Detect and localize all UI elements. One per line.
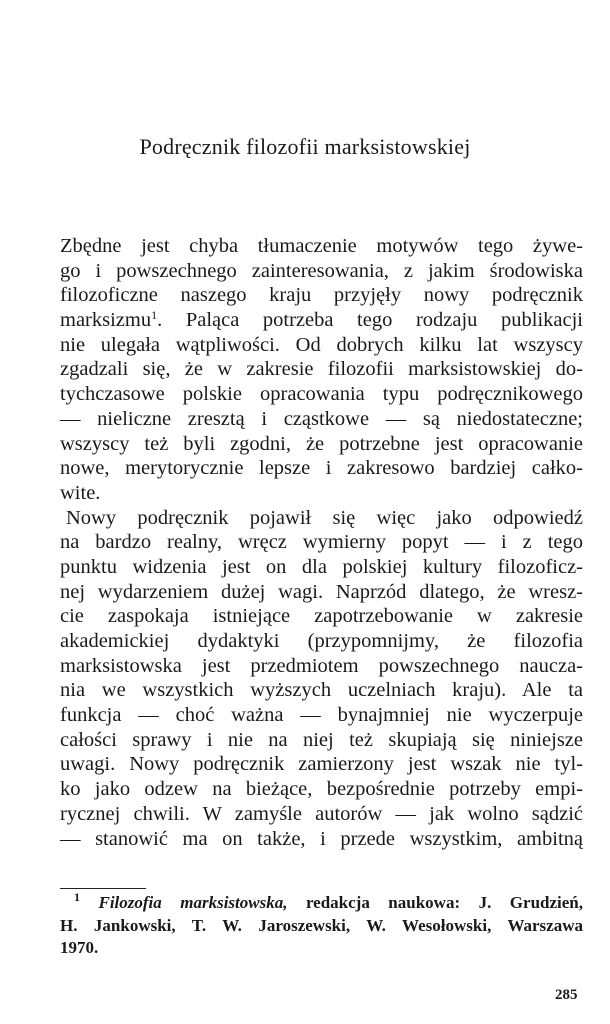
text-line: funkcja — choć ważna — bynajmniej nie wyczerpuje [60,704,583,727]
text-line: cie zaspokaja istniejące zapotrzebowanie w zakresie [60,605,583,628]
text-line: — nieliczne zresztą i cząstkowe — są niedostateczne; [60,407,583,430]
text-line: rycznej chwili. W zamyśle autorów — jak wolno sądzić [60,802,583,825]
text-fragment: . Paląca potrzeba tego rodzaju publikacji [157,309,583,332]
footnote-divider [60,888,146,889]
body-text [60,234,583,851]
text-line: nej wydarzeniem dużej wagi. Naprzód dlatego, że wresz- [60,580,583,603]
footnote-line: H. Jankowski, T. W. Jaroszewski, W. Wesołowski, Warszawa [60,915,583,935]
text-line: Zbędne jest chyba tłumaczenie motywów tego żywe- [60,235,583,257]
text-line: wszyscy też byli zgodni, że potrzebne jest opracowanie [60,432,583,455]
footnote-marker: 1 [74,890,80,904]
text-line: na bardzo realny, wręcz wymierny popyt — i z tego [60,531,583,554]
text-line: nia we wszystkich wyższych uczelniach kraju). Ale ta [60,679,583,702]
text-line: filozoficzne naszego kraju przyjęły nowy podręcznik [60,284,583,307]
page-number: 285 [555,987,578,1003]
text-line: wite. [60,481,101,504]
footnote-line: 1970. [60,938,99,957]
text-line: marksistowska jest przedmiotem powszechnego naucza- [60,654,583,677]
footnote-book-title: Filozofia marksistowska, [98,893,288,912]
text-fragment: marksizmu [60,309,152,332]
text-line: nie ulegała wątpliwości. Od dobrych kilku lat wszyscy [60,333,583,356]
text-line: ko jako odzew na bieżące, bezpośrednie potrzeby empi- [60,778,583,801]
page-title: Podręcznik filozofii marksistowskiej [139,134,471,159]
text-line: akademickiej dydaktyki (przypomnijmy, że filozofia [60,630,583,652]
text-line: nowe, merytorycznie lepsze i zakresowo bardziej całko- [60,457,583,480]
footnote-line [60,892,583,915]
footnote-reference: 1 [151,308,158,323]
text-line: go i powszechnego zainteresowania, z jakim środowiska [60,259,583,282]
text-line: zgadzali się, że w zakresie filozofii marksistowskiej do- [60,358,583,381]
text-line: — stanowić ma on także, i przede wszystkim, ambitną [60,827,583,850]
text-line [60,308,583,333]
footnote [60,892,583,960]
text-line: punktu widzenia jest on dla polskiej kultury filozoficz- [60,555,583,578]
text-line: całości sprawy i nie na niej też skupiają się niniejsze [60,728,583,751]
text-line: uwagi. Nowy podręcznik zamierzony jest wszak nie tyl- [60,753,583,776]
text-line: Nowy podręcznik pojawił się więc jako odpowiedź [66,506,583,529]
text-line: tychczasowe polskie opracowania typu podręcznikowego [60,383,583,406]
footnote-text: redakcja naukowa: J. Grudzień, [287,893,584,912]
